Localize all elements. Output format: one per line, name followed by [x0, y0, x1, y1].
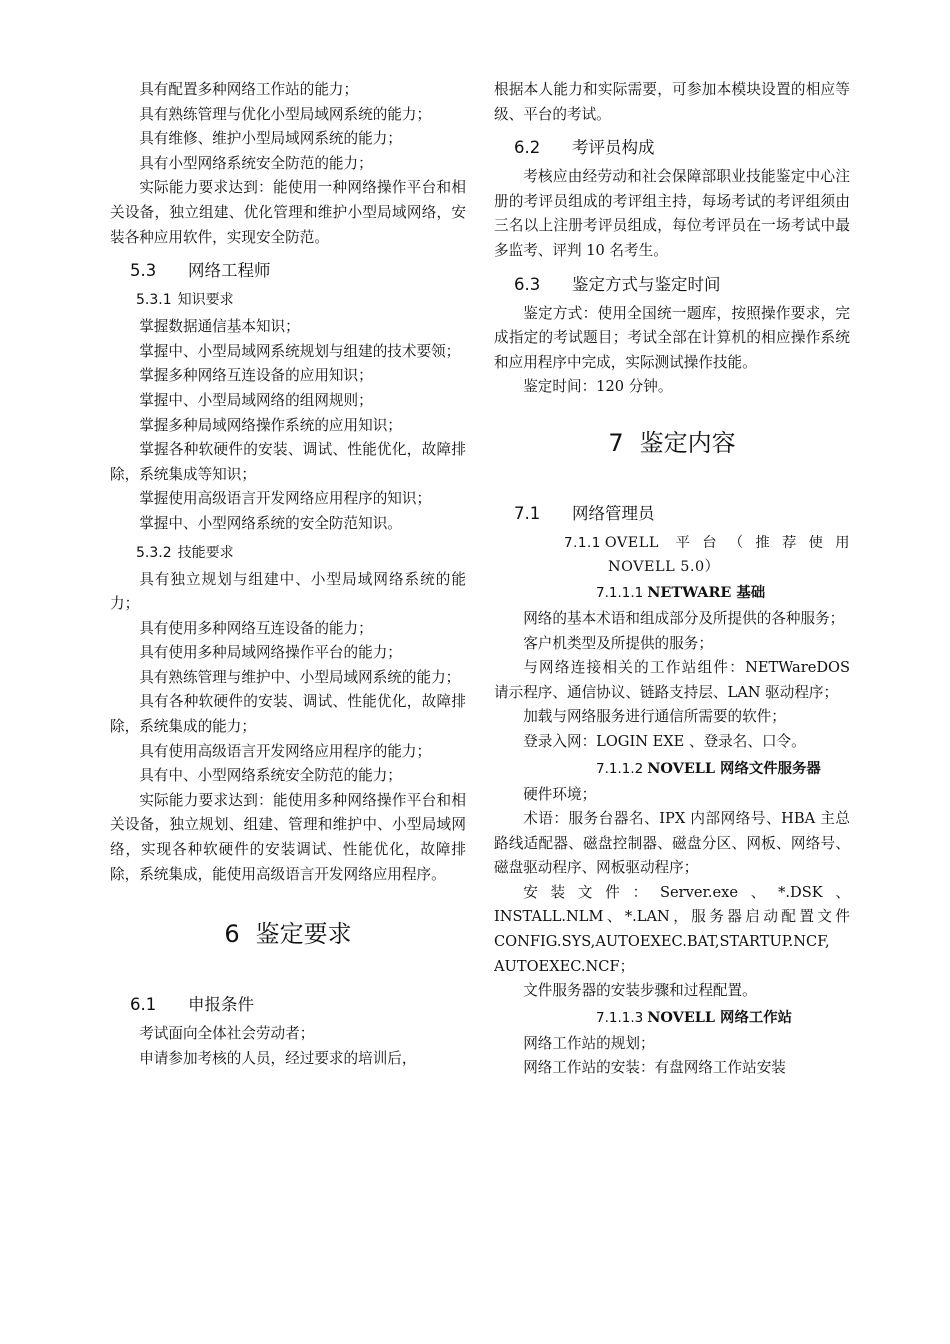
- subsubsection-heading-7-1-1-3: [596, 1006, 850, 1030]
- section-number: 6.2: [514, 138, 541, 158]
- section-title: 申报条件: [188, 995, 254, 1015]
- paragraph: 具有配置多种网络工作站的能力；: [139, 81, 359, 98]
- paragraph: 具有小型网络系统安全防范的能力；: [139, 154, 373, 172]
- section-title: 技能要求: [177, 544, 234, 561]
- section-title: NOVELL 网络工作站: [647, 1008, 793, 1026]
- section-heading-6-3: [514, 273, 850, 297]
- paragraph: 根据本人能力和实际需要，可参加本模块设置的相应等级、平台的考试。: [494, 81, 850, 123]
- section-title: 考评员构成: [572, 138, 655, 158]
- right-column: [494, 78, 850, 1081]
- section-number: 5.3.2: [136, 544, 172, 561]
- paragraph: 掌握各种软硬件的安装、调试、性能优化，故障排除，系统集成等知识；: [110, 441, 466, 483]
- paragraph: 掌握多种网络互连设备的应用知识；: [139, 367, 373, 385]
- paragraph: 考核应由经劳动和社会保障部职业技能鉴定中心注册的考评员组成的考评组主持，每场考试的考评组须由三名以上注册考评员组成，每位考评员在一场考试中最多监考、评判 10 名考生。: [494, 168, 850, 259]
- subsubsection-heading-7-1-1-2: [596, 757, 850, 781]
- paragraph: 硬件环境；: [523, 785, 597, 803]
- paragraph: 网络的基本术语和组成部分及所提供的各种服务；: [523, 609, 845, 627]
- paragraph: 与网络连接相关的工作站组件：NETWareDOS 请示程序、通信协议、链路支持层、LAN 驱动程序；: [494, 659, 850, 701]
- paragraph: 掌握中、小型局域网络的组网规则；: [139, 391, 373, 409]
- paragraph: 客户机类型及所提供的服务；: [523, 634, 713, 652]
- chapter-heading-6: [110, 917, 466, 951]
- section-number: 5.3.1: [136, 292, 172, 309]
- paragraph: 鉴定方式：使用全国统一题库，按照操作要求，完成指定的考试题目；考试全部在计算机的相应操作系统和应用程序中完成，实际测试操作技能。: [494, 304, 850, 371]
- paragraph: 具有熟练管理与维护中、小型局域网系统的能力；: [139, 668, 461, 686]
- chapter-number: 6: [224, 920, 240, 949]
- paragraph: 具有独立规划与组建中、小型局域网络系统的能力；: [110, 570, 466, 613]
- section-title: 鉴定方式与鉴定时间: [572, 274, 721, 294]
- subsubsection-heading-7-1-1-1: [596, 581, 850, 605]
- section-number: 5.3: [130, 261, 157, 281]
- paragraph: 网络工作站的规划；: [523, 1034, 655, 1052]
- chapter-heading-7: [494, 426, 850, 460]
- section-number: 6.3: [514, 274, 541, 294]
- paragraph: 安装文件：Server.exe、*.DSK、INSTALL.NLM、*.LAN，服务器启动配置文件 CONFIG.SYS,AUTOEXEC.BAT,STARTUP.NCF, AUTOEXEC.NCF；: [494, 883, 850, 975]
- section-title: 知识要求: [177, 292, 234, 309]
- paragraph: 登录入网：LOGIN EXE 、登录名、口令。: [523, 732, 806, 750]
- paragraph: 具有使用高级语言开发网络应用程序的能力；: [139, 742, 432, 760]
- subsection-title-line-1: [564, 531, 850, 555]
- paragraph: 加载与网络服务进行通信所需要的软件；: [523, 708, 786, 726]
- section-heading-6-1: [130, 993, 466, 1017]
- paragraph: 网络工作站的安装：有盘网络工作站安装: [523, 1059, 786, 1077]
- section-heading-6-2: [514, 136, 850, 160]
- section-number: 7.1: [514, 503, 541, 523]
- paragraph: 具有维修、维护小型局域网系统的能力；: [139, 130, 402, 148]
- paragraph: 掌握多种局域网络操作系统的应用知识；: [139, 416, 402, 434]
- paragraph: 术语：服务台器名、IPX 内部网络号、HBA 主总路线适配器、磁盘控制器、磁盘分区、网板、网络号、磁盘驱动程序、网板驱动程序；: [494, 810, 850, 877]
- section-title: NETWARE 基础: [647, 583, 766, 601]
- paragraph: 实际能力要求达到：能使用一种网络操作平台和相关设备，独立组建、优化管理和维护小型局域网络，安装各种应用软件，实现安全防范。: [110, 179, 466, 246]
- subsection-heading-5-3-1: [136, 288, 466, 312]
- paragraph: 考试面向全体社会劳动者；: [139, 1025, 315, 1043]
- paragraph: 具有使用多种网络互连设备的能力；: [139, 619, 373, 637]
- paragraph: 具有熟练管理与优化小型局域网系统的能力；: [139, 105, 432, 123]
- left-column: [110, 78, 466, 1071]
- section-heading-5-3: [130, 259, 466, 283]
- paragraph: 具有使用多种局域网络操作平台的能力；: [139, 644, 402, 662]
- chapter-title: 鉴定要求: [255, 920, 352, 949]
- paragraph: 掌握中、小型局域网系统规划与组建的技术要领；: [139, 342, 461, 360]
- section-number: 7.1.1.3: [596, 1009, 644, 1026]
- paragraph: 具有中、小型网络系统安全防范的能力；: [139, 767, 402, 785]
- paragraph: 申请参加考核的人员，经过要求的培训后，: [139, 1049, 417, 1067]
- paragraph: 鉴定时间：120 分钟。: [523, 378, 673, 396]
- chapter-number: 7: [608, 428, 624, 457]
- paragraph: 掌握中、小型网络系统的安全防范知识。: [139, 514, 402, 532]
- section-heading-7-1: [514, 502, 850, 526]
- section-title: OVELL 平台（推荐使用: [604, 534, 850, 551]
- section-number: 6.1: [130, 995, 157, 1015]
- section-number: 7.1.1.2: [596, 760, 644, 777]
- paragraph: 掌握数据通信基本知识；: [139, 318, 300, 336]
- section-title: 网络工程师: [188, 261, 271, 281]
- chapter-title: 鉴定内容: [639, 428, 736, 457]
- section-number: 7.1.1.1: [596, 584, 644, 601]
- subsection-title-line-2: NOVELL 5.0）: [608, 558, 720, 575]
- paragraph: 文件服务器的安装步骤和过程配置。: [523, 982, 757, 1000]
- section-title: 网络管理员: [572, 503, 655, 523]
- paragraph: 具有各种软硬件的安装、调试、性能优化，故障排除，系统集成的能力；: [110, 693, 466, 736]
- subsection-heading-7-1-1: [564, 531, 850, 579]
- paragraph: 实际能力要求达到：能使用多种网络操作平台和相关设备，独立规划、组建、管理和维护中、小型局域网络，实现各种软硬件的安装调试、性能优化，故障排除，系统集成，能使用高级语言开发网络应用程序。: [110, 791, 466, 883]
- section-number: 7.1.1: [564, 534, 601, 551]
- subsection-heading-5-3-2: [136, 541, 466, 565]
- section-title: NOVELL 网络文件服务器: [647, 759, 821, 777]
- paragraph: 掌握使用高级语言开发网络应用程序的知识；: [139, 490, 432, 508]
